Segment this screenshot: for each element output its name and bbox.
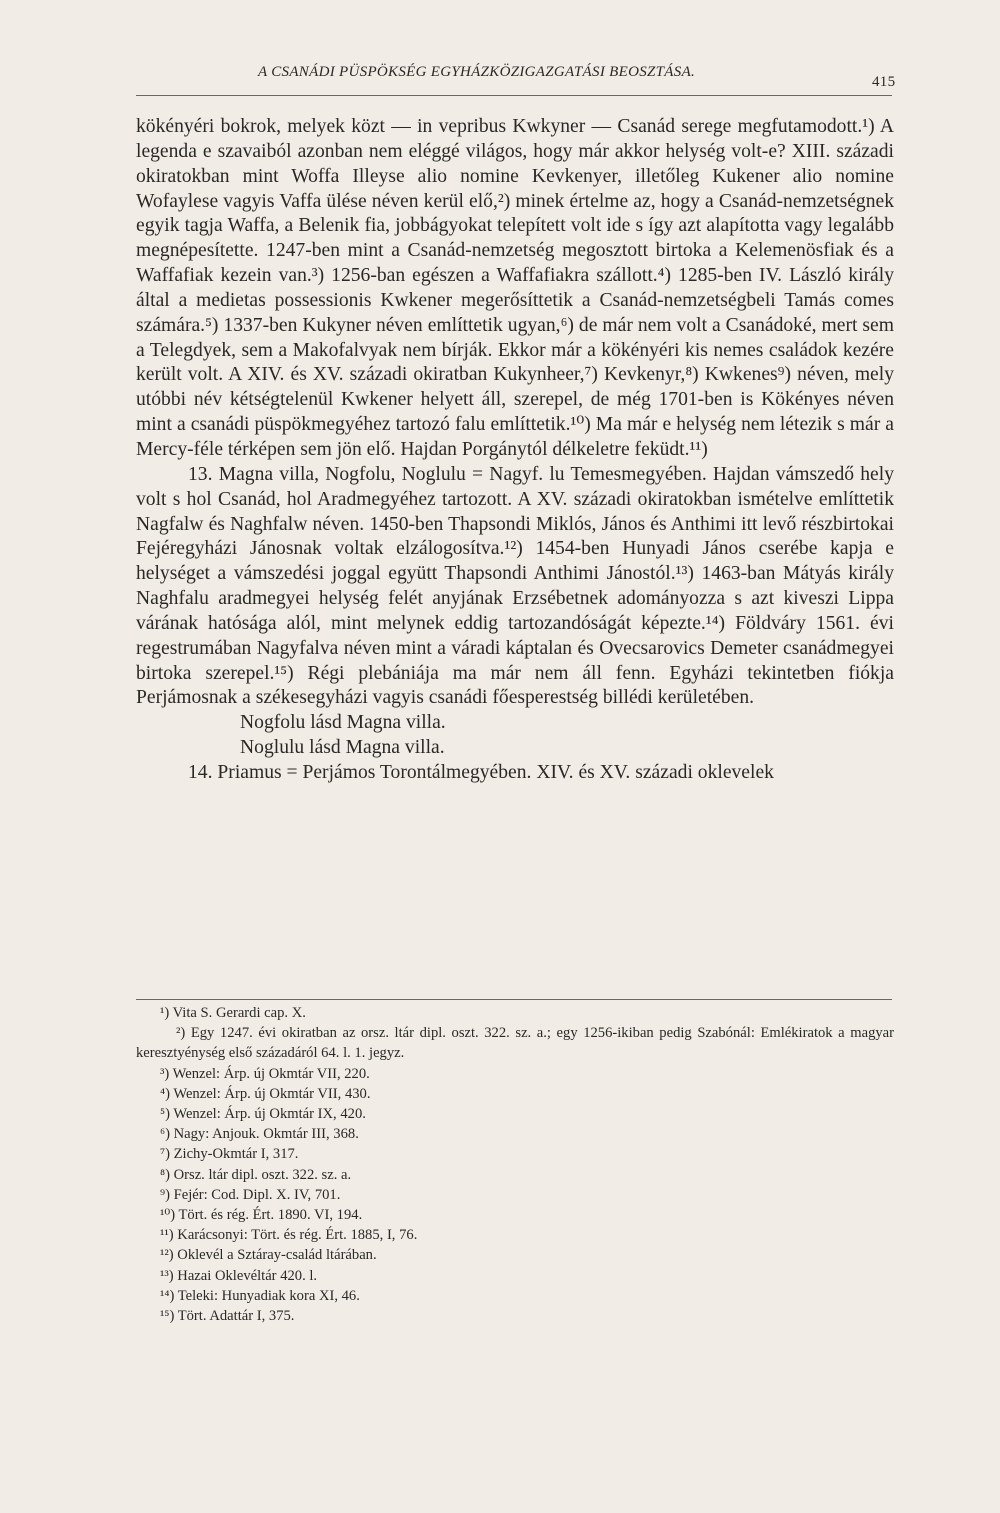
- page-number: 415: [872, 74, 896, 90]
- footnote: ³) Wenzel: Árp. új Okmtár VII, 220.: [160, 1065, 370, 1082]
- footnote: ⁷) Zichy-Okmtár I, 317.: [160, 1146, 299, 1163]
- running-head-title: A CSANÁDI PÜSPÖKSÉG EGYHÁZKÖZIGAZGATÁSI BEOSZTÁSA.: [258, 64, 696, 80]
- footnote: ⁹) Fejér: Cod. Dipl. X. IV, 701.: [160, 1186, 341, 1203]
- footnote: ¹²) Oklevél a Sztáray-család ltárában.: [160, 1247, 377, 1264]
- footnote-rule: [136, 999, 892, 1000]
- footnote: ¹⁴) Teleki: Hunyadiak kora XI, 46.: [160, 1287, 360, 1304]
- footnote: ¹⁰) Tört. és rég. Ért. 1890. VI, 194.: [160, 1207, 363, 1224]
- header-rule: [136, 95, 892, 96]
- footnote: ¹) Vita S. Gerardi cap. X.: [160, 1005, 306, 1021]
- footnote: ¹¹) Karácsonyi: Tört. és rég. Ért. 1885, I, 76.: [160, 1227, 418, 1244]
- footnote: ²) Egy 1247. évi okiratban az orsz. ltár dipl. oszt. 322. sz. a.; egy 1256-ikiban pedig Szabónál: Emlékiratok a magyar keresztyénység első századáról 64. l. 1. jegyz.: [136, 1025, 894, 1062]
- cross-reference-nogfolu: Nogfolu lásd Magna villa.: [240, 712, 446, 734]
- footnote: ⁸) Orsz. ltár dipl. oszt. 322. sz. a.: [160, 1166, 352, 1183]
- footnote: ⁵) Wenzel: Árp. új Okmtár IX, 420.: [160, 1106, 366, 1123]
- footnote: ¹⁵) Tört. Adattár I, 375.: [160, 1308, 295, 1325]
- footnote: ¹³) Hazai Oklevéltár 420. l.: [160, 1267, 318, 1284]
- paragraph-priamus: 14. Priamus = Perjámos Torontálmegyében. XIV. és XV. századi oklevelek: [188, 761, 774, 783]
- body-text: [136, 115, 894, 786]
- footnote: ⁴) Wenzel: Árp. új Okmtár VII, 430.: [160, 1085, 371, 1102]
- footnotes: [136, 1003, 894, 1326]
- footnote: ⁶) Nagy: Anjouk. Okmtár III, 368.: [160, 1126, 359, 1143]
- paragraph-kokenyer: kökényéri bokrok, melyek közt — in vepribus Kwkyner — Csanád serege megfutamodott.¹) A legenda e szavaiból azonban nem eléggé világos, hogy már akkor helység volt-e? XIII. századi okiratokban mint Woffa Illeyse alio nomine Kevkenyer, illetőleg Kukener alio nomine Wofaylese vagyis Vaffa ülése néven kerül elő,²) minek értelme az, hogy a Csanád-nemzetségnek egyik tagja Waffa, a Belenik fia, jobbágyokat telepített volt ide s így azt alapította vagy legalább megnépesítette. 1247-ben mint a Csanád-nemzetség megosztott birtoka a Kelemenösfiak és a Waffafiak kezein van.³) 1256-ban egészen a Waffafiakra szállott.⁴) 1285-ben IV. László király által a medietas possessionis Kwkener megerősíttetik a Csanád-nemzetségbeli Tamás comes számára.⁵) 1337-ben Kukyner néven említtetik ugyan,⁶) de már nem volt a Csanádoké, mert sem a Telegdyek, sem a Makofalvyak nem bírják. Ekkor már a kökényéri kis nemes családok kezére került volt. A XIV. és XV. századi okiratban Kukynheer,⁷) Kevkenyr,⁸) Kwkenes⁹) néven, mely utóbbi név kétségtelenül Kwkener helyett áll, szerepel, de még 1701-ben is Kökényes néven mint a csanádi püspökmegyéhez tartozó falu említtetik.¹⁰) Ma már e helység nem létezik s már a Mercy-féle térképen sem jön elő. Hajdan Porgánytól délkeletre feküdt.¹¹): [136, 116, 894, 460]
- cross-reference-noglulu: Noglulu lásd Magna villa.: [240, 737, 445, 759]
- paragraph-magna-villa: 13. Magna villa, Nogfolu, Noglulu = Nagyf. lu Temesmegyében. Hajdan vámszedő hely volt s hol Csanád, hol Aradmegyéhez tartozott. A XV. századi okiratokban ismételve említtetik Nagfalw és Naghfalw néven. 1450-ben Thapsondi Miklós, János és Anthimi itt levő részbirtokai Fejéregyházi Jánosnak voltak elzálogosítva.¹²) 1454-ben Hunyadi János cserébe kapja e helységet a vámszedési joggal együtt Thapsondi Anthimi Jánostól.¹³) 1463-ban Mátyás király Naghfalu aradmegyei helység felét anyjának Erzsébetnek adományozza s azt kiveszi Lippa várának hatósága alól, mint melynek eddig tartozandóságát képezte.¹⁴) Földváry 1561. évi regestrumában Nagyfalva néven mint a váradi káptalan és Ovecsarovics Demeter csanádmegyei birtoka szerepel.¹⁵) Régi plebániája ma már nem áll fenn. Egyházi tekintetben fiókja Perjámosnak a székesegyházi vagyis csanádi főesperestség billédi kerületében.: [136, 463, 894, 709]
